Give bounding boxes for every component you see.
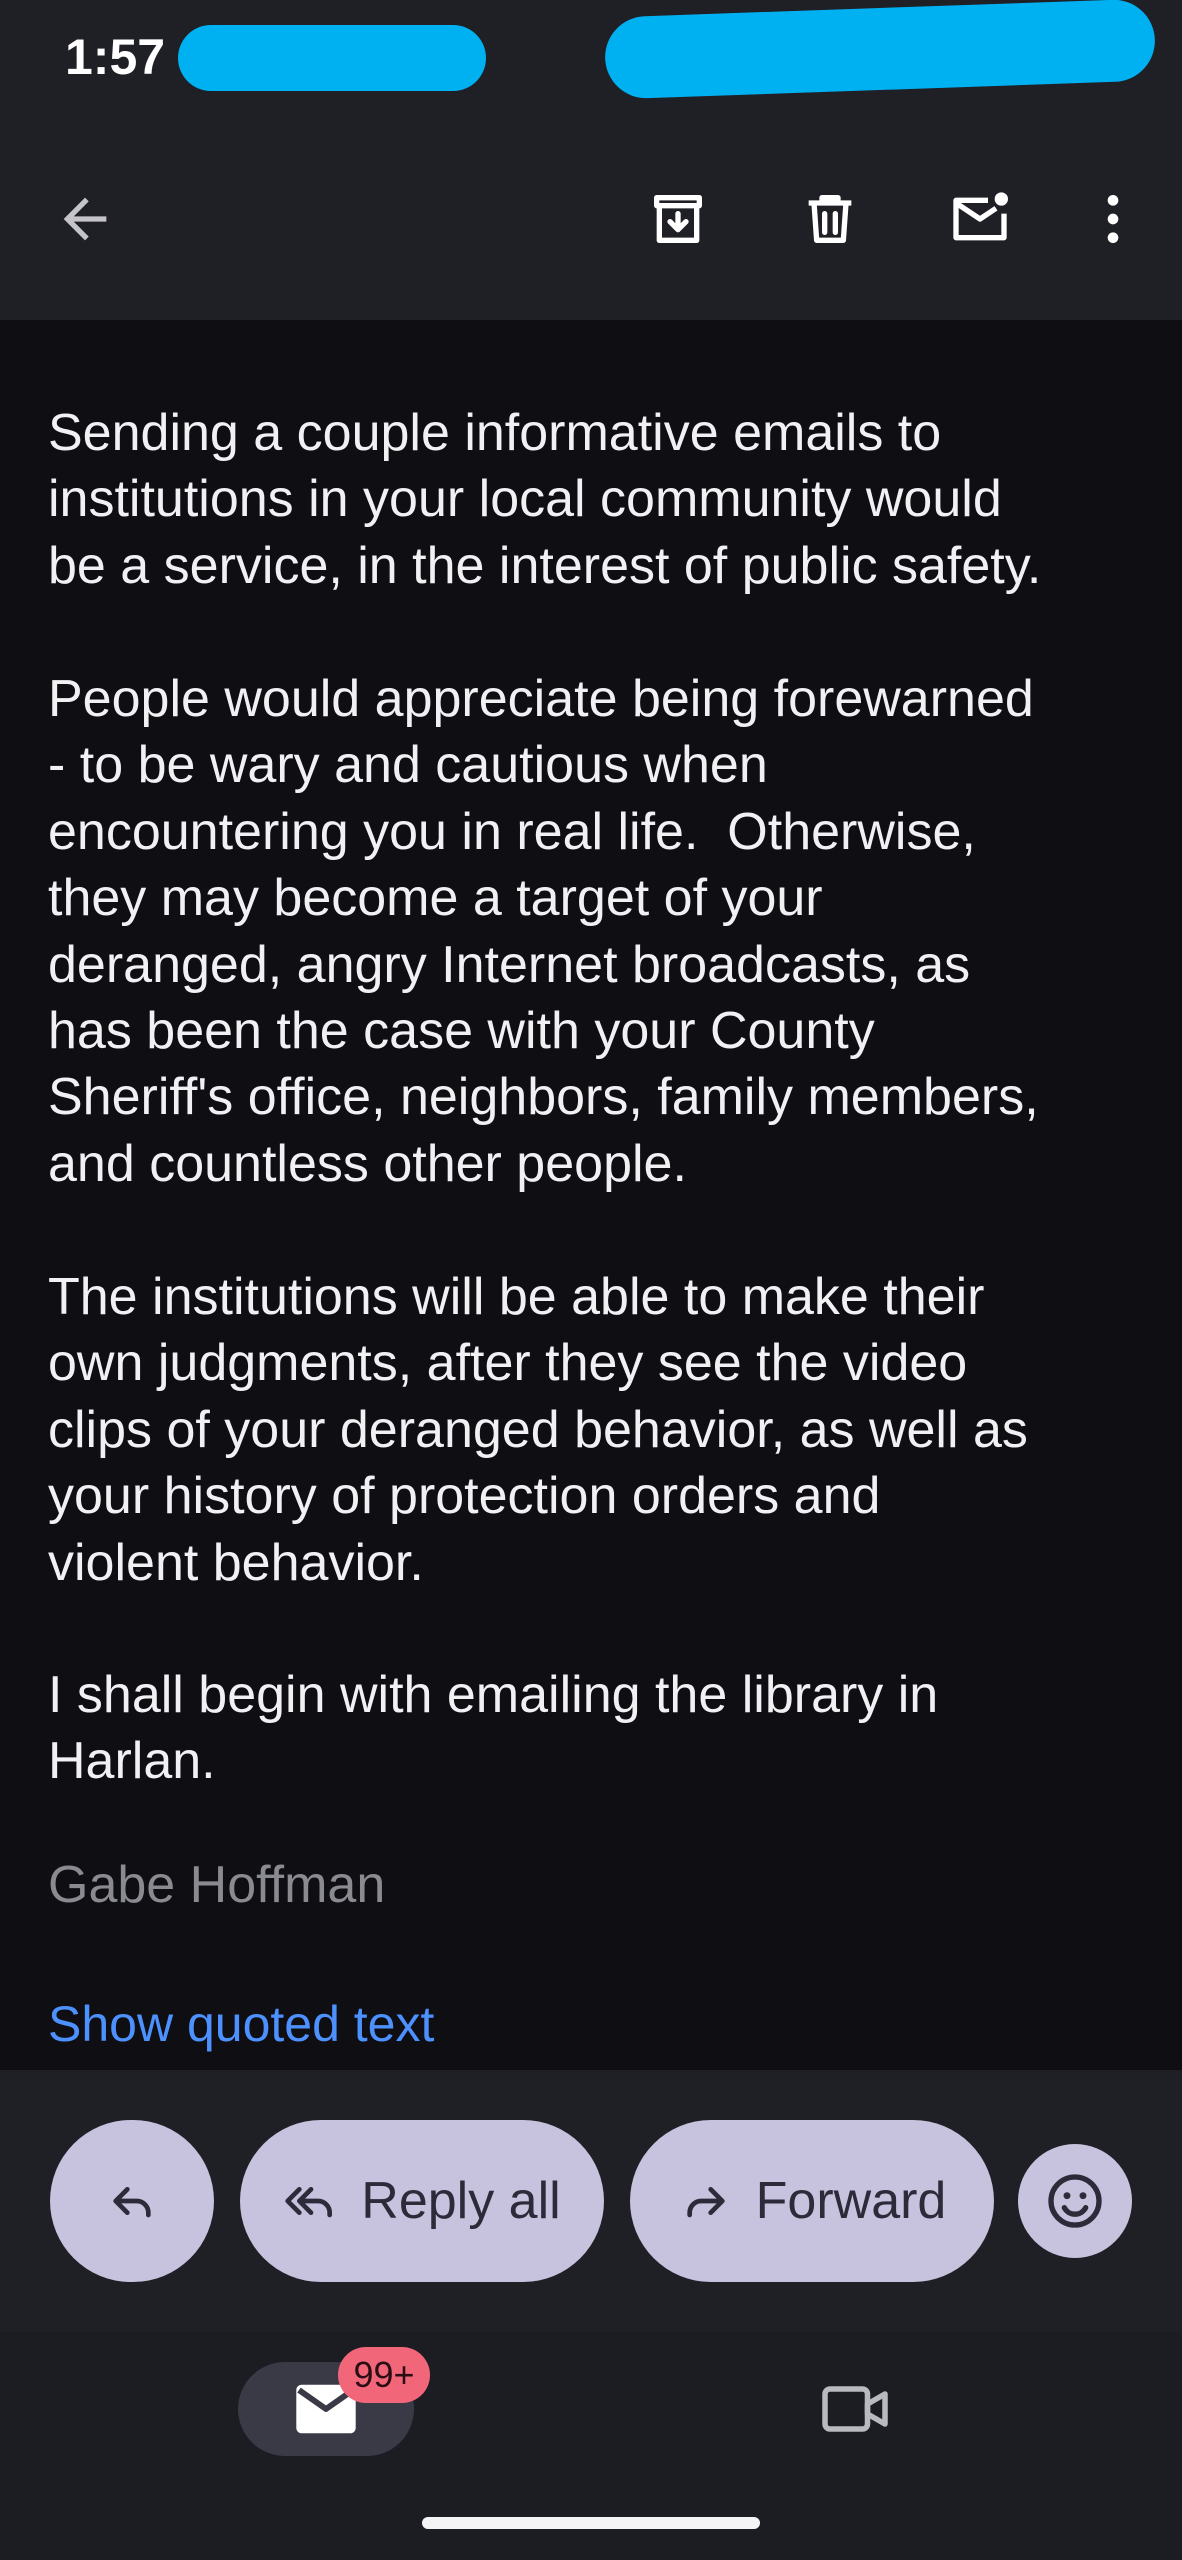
forward-label: Forward	[755, 2172, 947, 2230]
redaction-mark-right	[604, 0, 1157, 100]
forward-icon	[678, 2173, 734, 2229]
mark-unread-button[interactable]	[935, 174, 1025, 264]
email-paragraph-1: Sending a couple informative emails to institutions in your local community would be a service, in the interest of public safety.	[48, 404, 1042, 595]
arrow-left-icon	[53, 187, 117, 251]
reply-all-button[interactable]	[240, 2120, 604, 2282]
mark-unread-icon	[948, 187, 1012, 251]
email-paragraph-4: I shall begin with emailing the library in Harlan.	[48, 1666, 939, 1791]
back-button[interactable]	[40, 174, 130, 264]
emoji-reaction-button[interactable]	[1018, 2144, 1132, 2258]
reply-all-label: Reply all	[361, 2172, 561, 2230]
emoji-icon	[1043, 2169, 1107, 2233]
more-vert-icon	[1081, 187, 1145, 251]
email-paragraph-3: The institutions will be able to make their own judgments, after they see the video clips of your deranged behavior, as well as your history of protection orders and violent behavior.	[48, 1268, 1028, 1592]
archive-button[interactable]	[633, 174, 723, 264]
reply-icon	[104, 2173, 160, 2229]
archive-icon	[646, 187, 710, 251]
forward-button[interactable]	[630, 2120, 994, 2282]
redaction-mark-left	[178, 25, 486, 91]
unread-count-badge: 99+	[338, 2347, 430, 2403]
email-signature: Gabe Hoffman	[48, 1856, 386, 1914]
home-indicator[interactable]	[422, 2517, 760, 2529]
meet-tab[interactable]	[815, 2372, 895, 2446]
more-options-button[interactable]	[1068, 174, 1158, 264]
trash-icon	[798, 187, 862, 251]
scrolled-text-remnant	[48, 320, 1148, 346]
delete-button[interactable]	[785, 174, 875, 264]
show-quoted-text-link[interactable]: Show quoted text	[48, 1996, 435, 2052]
reply-button[interactable]	[50, 2120, 214, 2282]
video-icon	[820, 2381, 890, 2437]
reply-all-icon	[283, 2173, 339, 2229]
status-bar	[0, 0, 1182, 130]
status-time: 1:57	[65, 29, 166, 85]
email-body	[0, 320, 1182, 2070]
email-paragraph-2: People would appreciate being forewarned - to be wary and cautious when encountering you in real life. Otherwise, they may become a target of your deranged, angry Internet broadcasts, as has been the case with your County Sheriff's office, neighbors, family members, and countless other people.	[48, 670, 1039, 1193]
